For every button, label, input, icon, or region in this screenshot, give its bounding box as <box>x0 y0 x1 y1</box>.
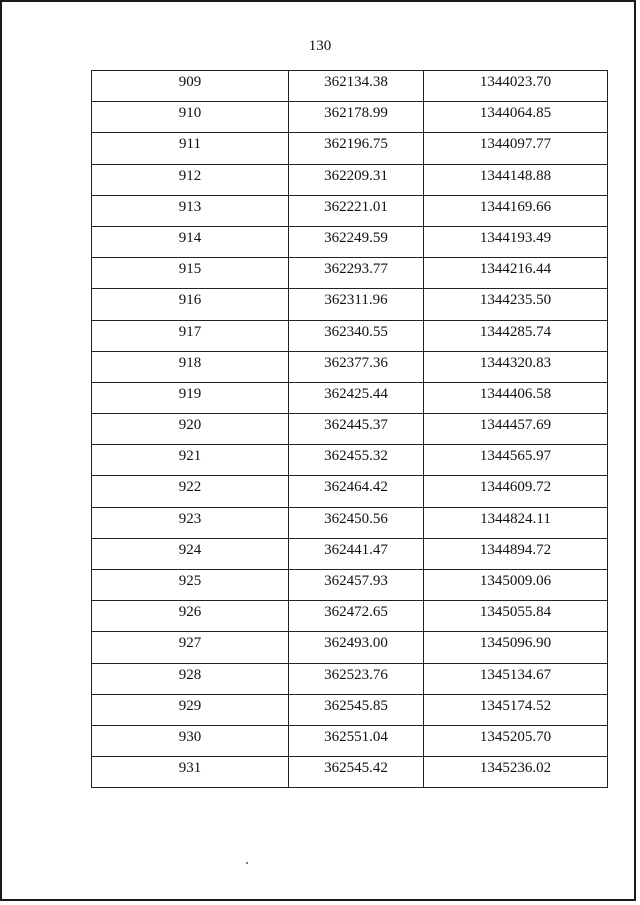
point-id-cell: 928 <box>92 663 289 694</box>
y-coordinate-cell: 1345096.90 <box>424 632 608 663</box>
table-row <box>92 507 608 538</box>
x-coordinate-cell: 362311.96 <box>289 289 424 320</box>
x-coordinate-cell: 362377.36 <box>289 351 424 382</box>
y-coordinate-cell: 1344609.72 <box>424 476 608 507</box>
point-id-cell: 922 <box>92 476 289 507</box>
x-coordinate-cell: 362209.31 <box>289 164 424 195</box>
y-coordinate-cell: 1345174.52 <box>424 694 608 725</box>
y-coordinate-cell: 1344235.50 <box>424 289 608 320</box>
table-row <box>92 601 608 632</box>
y-coordinate-cell: 1344148.88 <box>424 164 608 195</box>
y-coordinate-cell: 1345236.02 <box>424 757 608 788</box>
x-coordinate-cell: 362457.93 <box>289 570 424 601</box>
table-row <box>92 320 608 351</box>
y-coordinate-cell: 1344320.83 <box>424 351 608 382</box>
y-coordinate-cell: 1344193.49 <box>424 226 608 257</box>
x-coordinate-cell: 362493.00 <box>289 632 424 663</box>
y-coordinate-cell: 1344023.70 <box>424 71 608 102</box>
table-body <box>92 71 608 788</box>
x-coordinate-cell: 362523.76 <box>289 663 424 694</box>
x-coordinate-cell: 362441.47 <box>289 538 424 569</box>
x-coordinate-cell: 362221.01 <box>289 195 424 226</box>
table-row <box>92 445 608 476</box>
x-coordinate-cell: 362551.04 <box>289 725 424 756</box>
table-row <box>92 663 608 694</box>
point-id-cell: 924 <box>92 538 289 569</box>
y-coordinate-cell: 1344064.85 <box>424 102 608 133</box>
table-row <box>92 71 608 102</box>
y-coordinate-cell: 1345134.67 <box>424 663 608 694</box>
point-id-cell: 911 <box>92 133 289 164</box>
y-coordinate-cell: 1344824.11 <box>424 507 608 538</box>
x-coordinate-cell: 362545.85 <box>289 694 424 725</box>
table-row <box>92 164 608 195</box>
x-coordinate-cell: 362425.44 <box>289 382 424 413</box>
x-coordinate-cell: 362249.59 <box>289 226 424 257</box>
page-number: 130 <box>308 38 332 54</box>
table-row <box>92 258 608 289</box>
x-coordinate-cell: 362293.77 <box>289 258 424 289</box>
point-id-cell: 923 <box>92 507 289 538</box>
point-id-cell: 920 <box>92 414 289 445</box>
x-coordinate-cell: 362134.38 <box>289 71 424 102</box>
y-coordinate-cell: 1344565.97 <box>424 445 608 476</box>
table-row <box>92 632 608 663</box>
table-row <box>92 694 608 725</box>
x-coordinate-cell: 362340.55 <box>289 320 424 351</box>
point-id-cell: 919 <box>92 382 289 413</box>
y-coordinate-cell: 1344457.69 <box>424 414 608 445</box>
y-coordinate-cell: 1345009.06 <box>424 570 608 601</box>
x-coordinate-cell: 362455.32 <box>289 445 424 476</box>
point-id-cell: 917 <box>92 320 289 351</box>
y-coordinate-cell: 1345055.84 <box>424 601 608 632</box>
point-id-cell: 930 <box>92 725 289 756</box>
point-id-cell: 913 <box>92 195 289 226</box>
coordinate-table <box>91 70 608 788</box>
point-id-cell: 925 <box>92 570 289 601</box>
table-row <box>92 476 608 507</box>
x-coordinate-cell: 362445.37 <box>289 414 424 445</box>
table-row <box>92 382 608 413</box>
y-coordinate-cell: 1344097.77 <box>424 133 608 164</box>
point-id-cell: 914 <box>92 226 289 257</box>
point-id-cell: 929 <box>92 694 289 725</box>
table-row <box>92 757 608 788</box>
point-id-cell: 926 <box>92 601 289 632</box>
table-row <box>92 195 608 226</box>
point-id-cell: 931 <box>92 757 289 788</box>
x-coordinate-cell: 362450.56 <box>289 507 424 538</box>
table-row <box>92 725 608 756</box>
table-row <box>92 226 608 257</box>
table-row <box>92 102 608 133</box>
x-coordinate-cell: 362545.42 <box>289 757 424 788</box>
point-id-cell: 910 <box>92 102 289 133</box>
y-coordinate-cell: 1344169.66 <box>424 195 608 226</box>
x-coordinate-cell: 362196.75 <box>289 133 424 164</box>
y-coordinate-cell: 1345205.70 <box>424 725 608 756</box>
scan-speck <box>246 862 248 864</box>
y-coordinate-cell: 1344406.58 <box>424 382 608 413</box>
point-id-cell: 916 <box>92 289 289 320</box>
point-id-cell: 927 <box>92 632 289 663</box>
y-coordinate-cell: 1344216.44 <box>424 258 608 289</box>
y-coordinate-cell: 1344285.74 <box>424 320 608 351</box>
table-row <box>92 414 608 445</box>
table-row <box>92 570 608 601</box>
x-coordinate-cell: 362472.65 <box>289 601 424 632</box>
point-id-cell: 918 <box>92 351 289 382</box>
point-id-cell: 909 <box>92 71 289 102</box>
x-coordinate-cell: 362464.42 <box>289 476 424 507</box>
table-row <box>92 351 608 382</box>
point-id-cell: 912 <box>92 164 289 195</box>
x-coordinate-cell: 362178.99 <box>289 102 424 133</box>
point-id-cell: 915 <box>92 258 289 289</box>
table-row <box>92 289 608 320</box>
point-id-cell: 921 <box>92 445 289 476</box>
table-row <box>92 538 608 569</box>
y-coordinate-cell: 1344894.72 <box>424 538 608 569</box>
table-row <box>92 133 608 164</box>
